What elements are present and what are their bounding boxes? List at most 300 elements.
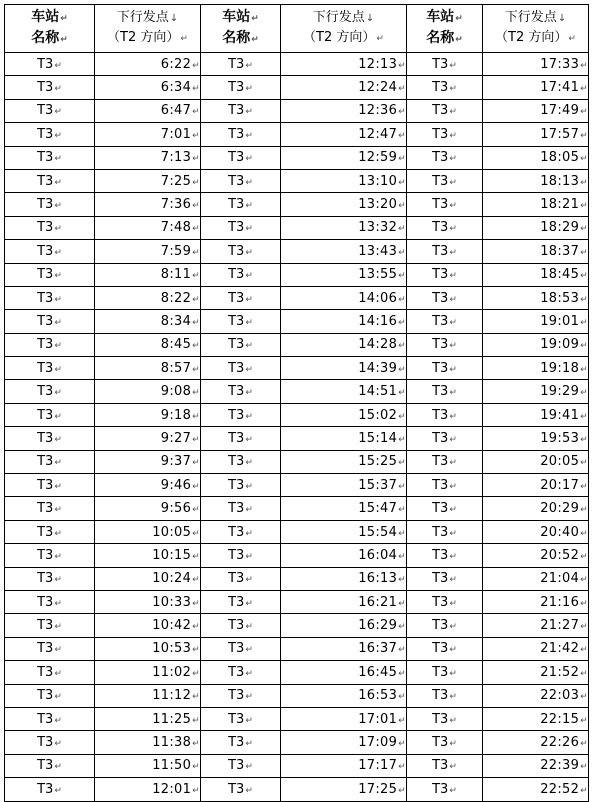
departure-time-cell: [95, 567, 201, 590]
departure-time: 13:10: [358, 173, 398, 189]
paragraph-mark-icon: ↵: [449, 154, 457, 165]
departure-header-line1: 下行发点: [116, 10, 169, 25]
departure-time-cell: [281, 76, 407, 99]
paragraph-mark-icon: ↵: [60, 34, 68, 45]
station-name: T3: [432, 384, 449, 400]
departure-time-cell: [483, 99, 589, 122]
paragraph-mark-icon: ↵: [245, 505, 253, 516]
paragraph-mark-icon: ↵: [192, 505, 200, 516]
departure-time-cell: [281, 520, 407, 543]
table-row: [5, 450, 589, 473]
departure-time: 17:17: [358, 758, 398, 774]
station-name-cell: [5, 450, 95, 473]
table-row: [5, 427, 589, 450]
station-name-cell: [407, 193, 483, 216]
departure-time-cell: [281, 707, 407, 730]
station-name: T3: [228, 56, 245, 72]
departure-time: 17:25: [358, 781, 398, 797]
station-name: T3: [37, 384, 54, 400]
station-name: T3: [228, 664, 245, 680]
departure-time-cell: [281, 263, 407, 286]
station-name: T3: [228, 571, 245, 587]
station-name: T3: [228, 290, 245, 306]
station-name-cell: [5, 286, 95, 309]
departure-time-cell: [281, 99, 407, 122]
departure-time-header: [95, 5, 201, 53]
station-name: T3: [37, 80, 54, 96]
paragraph-mark-icon: ↵: [245, 60, 253, 71]
departure-time-cell: [281, 169, 407, 192]
station-name-cell: [407, 614, 483, 637]
station-name-cell: [407, 637, 483, 660]
departure-time-cell: [95, 754, 201, 777]
paragraph-mark-icon: ↵: [398, 481, 406, 492]
station-name: T3: [432, 360, 449, 376]
station-name: T3: [432, 56, 449, 72]
departure-time-cell: [95, 53, 201, 76]
station-name: T3: [432, 430, 449, 446]
paragraph-mark-icon: ↵: [192, 411, 200, 422]
departure-time-cell: [483, 427, 589, 450]
paragraph-mark-icon: ↵: [580, 130, 588, 141]
paragraph-mark-icon: ↵: [54, 481, 62, 492]
table-row: [5, 76, 589, 99]
paragraph-mark-icon: ↵: [398, 294, 406, 305]
departure-time-cell: [483, 263, 589, 286]
station-name: T3: [37, 56, 54, 72]
departure-time: 15:14: [358, 430, 398, 446]
departure-time: 7:13: [160, 150, 192, 166]
departure-time: 12:36: [358, 103, 398, 119]
paragraph-mark-icon: ↵: [449, 622, 457, 633]
departure-time: 17:41: [540, 80, 580, 96]
station-header-line2: 名称: [426, 29, 455, 46]
paragraph-mark-icon: ↵: [398, 317, 406, 328]
station-name: T3: [228, 360, 245, 376]
departure-time: 22:03: [540, 688, 580, 704]
paragraph-mark-icon: ↵: [54, 107, 62, 118]
station-name-cell: [5, 544, 95, 567]
departure-time: 9:08: [160, 384, 192, 400]
paragraph-mark-icon: ↵: [180, 34, 188, 44]
departure-time-cell: [281, 474, 407, 497]
station-name-cell: [407, 567, 483, 590]
departure-time: 11:12: [152, 688, 192, 704]
paragraph-mark-icon: ↵: [398, 154, 406, 165]
departure-time: 8:22: [160, 290, 192, 306]
departure-time: 8:45: [160, 337, 192, 353]
paragraph-mark-icon: ↵: [449, 458, 457, 469]
station-name-cell: [201, 53, 281, 76]
departure-time: 21:42: [540, 641, 580, 657]
table-row: [5, 684, 589, 707]
departure-time-cell: [483, 614, 589, 637]
paragraph-mark-icon: ↵: [580, 177, 588, 188]
departure-time-cell: [483, 520, 589, 543]
paragraph-mark-icon: ↵: [580, 715, 588, 726]
paragraph-mark-icon: ↵: [192, 201, 200, 212]
station-name-cell: [201, 684, 281, 707]
paragraph-mark-icon: ↵: [54, 271, 62, 282]
station-name-cell: [5, 403, 95, 426]
paragraph-mark-icon: ↵: [54, 505, 62, 516]
departure-time-cell: [95, 403, 201, 426]
station-name-cell: [407, 427, 483, 450]
departure-time: 22:26: [540, 735, 580, 751]
departure-time-cell: [95, 193, 201, 216]
station-name-cell: [201, 731, 281, 754]
station-name-cell: [407, 146, 483, 169]
paragraph-mark-icon: ↵: [245, 715, 253, 726]
departure-time-cell: [95, 310, 201, 333]
station-name: T3: [228, 384, 245, 400]
table-row: [5, 567, 589, 590]
paragraph-mark-icon: ↵: [192, 622, 200, 633]
station-name: T3: [432, 220, 449, 236]
departure-time-cell: [281, 333, 407, 356]
station-name-cell: [201, 216, 281, 239]
paragraph-mark-icon: ↵: [398, 528, 406, 539]
station-name-cell: [201, 520, 281, 543]
station-name-cell: [407, 76, 483, 99]
paragraph-mark-icon: ↵: [398, 60, 406, 71]
station-name: T3: [432, 547, 449, 563]
station-name: T3: [228, 197, 245, 213]
paragraph-mark-icon: ↵: [449, 224, 457, 235]
paragraph-mark-icon: ↵: [398, 645, 406, 656]
station-name: T3: [432, 758, 449, 774]
departure-header-line2: （T2 方向）: [303, 30, 376, 45]
station-name: T3: [37, 197, 54, 213]
station-name-cell: [5, 778, 95, 801]
station-name: T3: [37, 571, 54, 587]
paragraph-mark-icon: ↵: [245, 645, 253, 656]
station-name: T3: [228, 781, 245, 797]
station-name-cell: [407, 216, 483, 239]
paragraph-mark-icon: ↵: [54, 364, 62, 375]
station-name: T3: [228, 103, 245, 119]
table-row: [5, 123, 589, 146]
paragraph-mark-icon: ↵: [398, 341, 406, 352]
departure-time: 7:59: [160, 243, 192, 259]
departure-time-header: [483, 5, 589, 53]
paragraph-mark-icon: ↵: [398, 247, 406, 258]
paragraph-mark-icon: ↵: [245, 434, 253, 445]
departure-time: 15:47: [358, 501, 398, 517]
departure-time: 14:06: [358, 290, 398, 306]
station-name-cell: [407, 590, 483, 613]
paragraph-mark-icon: ↵: [192, 271, 200, 282]
departure-time-cell: [95, 427, 201, 450]
departure-time-cell: [483, 76, 589, 99]
table-row: [5, 637, 589, 660]
table-row: [5, 661, 589, 684]
departure-time-cell: [281, 240, 407, 263]
paragraph-mark-icon: ↵: [245, 458, 253, 469]
paragraph-mark-icon: ↵: [54, 622, 62, 633]
station-name-cell: [201, 544, 281, 567]
paragraph-mark-icon: ↵: [580, 668, 588, 679]
paragraph-mark-icon: ↵: [449, 317, 457, 328]
table-row: [5, 403, 589, 426]
departure-time-cell: [281, 403, 407, 426]
station-name: T3: [228, 547, 245, 563]
station-name: T3: [228, 337, 245, 353]
departure-time: 10:53: [152, 641, 192, 657]
station-name: T3: [37, 360, 54, 376]
station-name: T3: [228, 126, 245, 142]
station-name: T3: [37, 547, 54, 563]
departure-header-line1: 下行发点: [504, 10, 557, 25]
paragraph-mark-icon: ↵: [449, 271, 457, 282]
departure-time: 11:50: [152, 758, 192, 774]
paragraph-mark-icon: ↵: [192, 551, 200, 562]
station-name: T3: [228, 430, 245, 446]
station-name: T3: [37, 290, 54, 306]
departure-time-cell: [281, 614, 407, 637]
paragraph-mark-icon: ↵: [192, 434, 200, 445]
paragraph-mark-icon: ↵: [568, 34, 576, 44]
station-name-cell: [5, 684, 95, 707]
departure-time-cell: [95, 286, 201, 309]
station-name-cell: [5, 614, 95, 637]
paragraph-mark-icon: ↵: [580, 154, 588, 165]
paragraph-mark-icon: ↵: [580, 692, 588, 703]
paragraph-mark-icon: ↵: [192, 247, 200, 258]
departure-time: 16:45: [358, 664, 398, 680]
paragraph-mark-icon: ↵: [251, 13, 259, 24]
station-name-cell: [407, 53, 483, 76]
paragraph-mark-icon: ↵: [398, 785, 406, 796]
paragraph-mark-icon: ↵: [449, 551, 457, 562]
paragraph-mark-icon: ↵: [398, 434, 406, 445]
paragraph-mark-icon: ↵: [398, 224, 406, 235]
paragraph-mark-icon: ↵: [245, 785, 253, 796]
table-row: [5, 497, 589, 520]
paragraph-mark-icon: ↵: [245, 364, 253, 375]
paragraph-mark-icon: ↵: [245, 481, 253, 492]
station-name-cell: [5, 731, 95, 754]
paragraph-mark-icon: ↵: [192, 154, 200, 165]
departure-time-cell: [95, 661, 201, 684]
paragraph-mark-icon: ↵: [54, 692, 62, 703]
station-name: T3: [228, 477, 245, 493]
station-name: T3: [228, 454, 245, 470]
paragraph-mark-icon: ↵: [192, 130, 200, 141]
station-name: T3: [37, 454, 54, 470]
departure-time-cell: [483, 146, 589, 169]
station-name: T3: [37, 735, 54, 751]
departure-time: 22:52: [540, 781, 580, 797]
paragraph-mark-icon: ↵: [245, 411, 253, 422]
station-name: T3: [432, 454, 449, 470]
paragraph-mark-icon: ↵: [449, 598, 457, 609]
station-name: T3: [37, 618, 54, 634]
departure-time: 18:45: [540, 267, 580, 283]
paragraph-mark-icon: ↵: [398, 130, 406, 141]
paragraph-mark-icon: ↵: [449, 201, 457, 212]
station-name: T3: [37, 688, 54, 704]
table-row: [5, 380, 589, 403]
paragraph-mark-icon: ↵: [54, 645, 62, 656]
departure-time-cell: [95, 169, 201, 192]
departure-time-cell: [95, 684, 201, 707]
departure-time: 18:21: [540, 197, 580, 213]
paragraph-mark-icon: ↵: [192, 762, 200, 773]
departure-time: 10:24: [152, 571, 192, 587]
departure-time: 9:56: [160, 501, 192, 517]
station-name: T3: [37, 150, 54, 166]
departure-time: 8:57: [160, 360, 192, 376]
departure-time: 14:39: [358, 360, 398, 376]
departure-time-cell: [281, 661, 407, 684]
station-name-cell: [5, 707, 95, 730]
paragraph-mark-icon: ↵: [54, 60, 62, 71]
station-name-cell: [201, 263, 281, 286]
paragraph-mark-icon: ↵: [245, 317, 253, 328]
station-name-cell: [5, 169, 95, 192]
departure-time-cell: [483, 123, 589, 146]
station-name: T3: [228, 150, 245, 166]
paragraph-mark-icon: ↵: [54, 247, 62, 258]
departure-time-cell: [483, 216, 589, 239]
station-name: T3: [37, 173, 54, 189]
departure-time-cell: [95, 544, 201, 567]
station-name-cell: [5, 380, 95, 403]
paragraph-mark-icon: ↵: [245, 84, 253, 95]
departure-time-cell: [281, 567, 407, 590]
station-name-cell: [201, 310, 281, 333]
paragraph-mark-icon: ↵: [192, 177, 200, 188]
paragraph-mark-icon: ↵: [398, 551, 406, 562]
station-name: T3: [37, 477, 54, 493]
paragraph-mark-icon: ↵: [449, 294, 457, 305]
paragraph-mark-icon: ↵: [580, 388, 588, 399]
paragraph-mark-icon: ↵: [580, 271, 588, 282]
paragraph-mark-icon: ↵: [192, 364, 200, 375]
departure-time: 15:54: [358, 524, 398, 540]
station-name: T3: [228, 758, 245, 774]
station-name-cell: [5, 240, 95, 263]
station-name-cell: [201, 380, 281, 403]
departure-time: 16:13: [358, 571, 398, 587]
departure-time: 12:01: [152, 781, 192, 797]
station-name-cell: [5, 754, 95, 777]
departure-time-cell: [483, 567, 589, 590]
station-header-line2: 名称: [31, 29, 60, 46]
departure-time: 20:17: [540, 477, 580, 493]
station-name: T3: [432, 267, 449, 283]
departure-time: 14:51: [358, 384, 398, 400]
station-name-cell: [201, 403, 281, 426]
paragraph-mark-icon: ↵: [580, 645, 588, 656]
paragraph-mark-icon: ↵: [580, 785, 588, 796]
departure-time: 15:37: [358, 477, 398, 493]
paragraph-mark-icon: ↵: [54, 177, 62, 188]
station-name: T3: [228, 407, 245, 423]
departure-time-header: [281, 5, 407, 53]
paragraph-mark-icon: ↵: [398, 739, 406, 750]
paragraph-mark-icon: ↵: [398, 411, 406, 422]
departure-time: 21:16: [540, 594, 580, 610]
paragraph-mark-icon: ↵: [449, 739, 457, 750]
departure-time: 19:29: [540, 384, 580, 400]
station-name-cell: [5, 590, 95, 613]
paragraph-mark-icon: ↵: [449, 388, 457, 399]
station-name: T3: [37, 501, 54, 517]
paragraph-mark-icon: ↵: [54, 739, 62, 750]
departure-time: 9:27: [160, 430, 192, 446]
departure-time-cell: [281, 193, 407, 216]
departure-time-cell: [281, 450, 407, 473]
paragraph-mark-icon: ↵: [54, 458, 62, 469]
paragraph-mark-icon: ↵: [54, 84, 62, 95]
paragraph-mark-icon: ↵: [449, 762, 457, 773]
paragraph-mark-icon: ↵: [192, 60, 200, 71]
station-name: T3: [37, 267, 54, 283]
departure-time: 11:38: [152, 735, 192, 751]
down-arrow-icon: ↓: [169, 13, 179, 24]
table-row: [5, 778, 589, 801]
departure-time: 17:09: [358, 735, 398, 751]
station-name-cell: [5, 310, 95, 333]
departure-time-cell: [95, 707, 201, 730]
departure-time-cell: [281, 497, 407, 520]
station-name: T3: [432, 126, 449, 142]
paragraph-mark-icon: ↵: [245, 598, 253, 609]
down-arrow-icon: ↓: [365, 13, 375, 24]
station-name-cell: [407, 357, 483, 380]
departure-time-cell: [95, 497, 201, 520]
station-name-cell: [5, 123, 95, 146]
departure-time: 14:16: [358, 313, 398, 329]
paragraph-mark-icon: ↵: [54, 154, 62, 165]
paragraph-mark-icon: ↵: [251, 34, 259, 45]
departure-time: 21:27: [540, 618, 580, 634]
station-name-header: [5, 5, 95, 53]
departure-time-cell: [281, 544, 407, 567]
station-name-cell: [407, 661, 483, 684]
table-row: [5, 53, 589, 76]
departure-time: 14:28: [358, 337, 398, 353]
station-name-header: [407, 5, 483, 53]
station-name-cell: [201, 637, 281, 660]
paragraph-mark-icon: ↵: [54, 201, 62, 212]
station-name: T3: [432, 664, 449, 680]
paragraph-mark-icon: ↵: [192, 785, 200, 796]
paragraph-mark-icon: ↵: [580, 762, 588, 773]
paragraph-mark-icon: ↵: [580, 434, 588, 445]
paragraph-mark-icon: ↵: [398, 622, 406, 633]
station-name-cell: [5, 357, 95, 380]
paragraph-mark-icon: ↵: [192, 388, 200, 399]
paragraph-mark-icon: ↵: [245, 177, 253, 188]
station-name-cell: [407, 707, 483, 730]
paragraph-mark-icon: ↵: [449, 411, 457, 422]
station-name-cell: [407, 544, 483, 567]
station-name: T3: [37, 337, 54, 353]
departure-header-line2: （T2 方向）: [495, 30, 568, 45]
station-name: T3: [37, 103, 54, 119]
station-name: T3: [432, 641, 449, 657]
departure-time-cell: [483, 731, 589, 754]
paragraph-mark-icon: ↵: [580, 107, 588, 118]
departure-time-cell: [95, 240, 201, 263]
station-name-cell: [201, 123, 281, 146]
departure-time: 19:18: [540, 360, 580, 376]
station-name: T3: [432, 501, 449, 517]
paragraph-mark-icon: ↵: [192, 645, 200, 656]
